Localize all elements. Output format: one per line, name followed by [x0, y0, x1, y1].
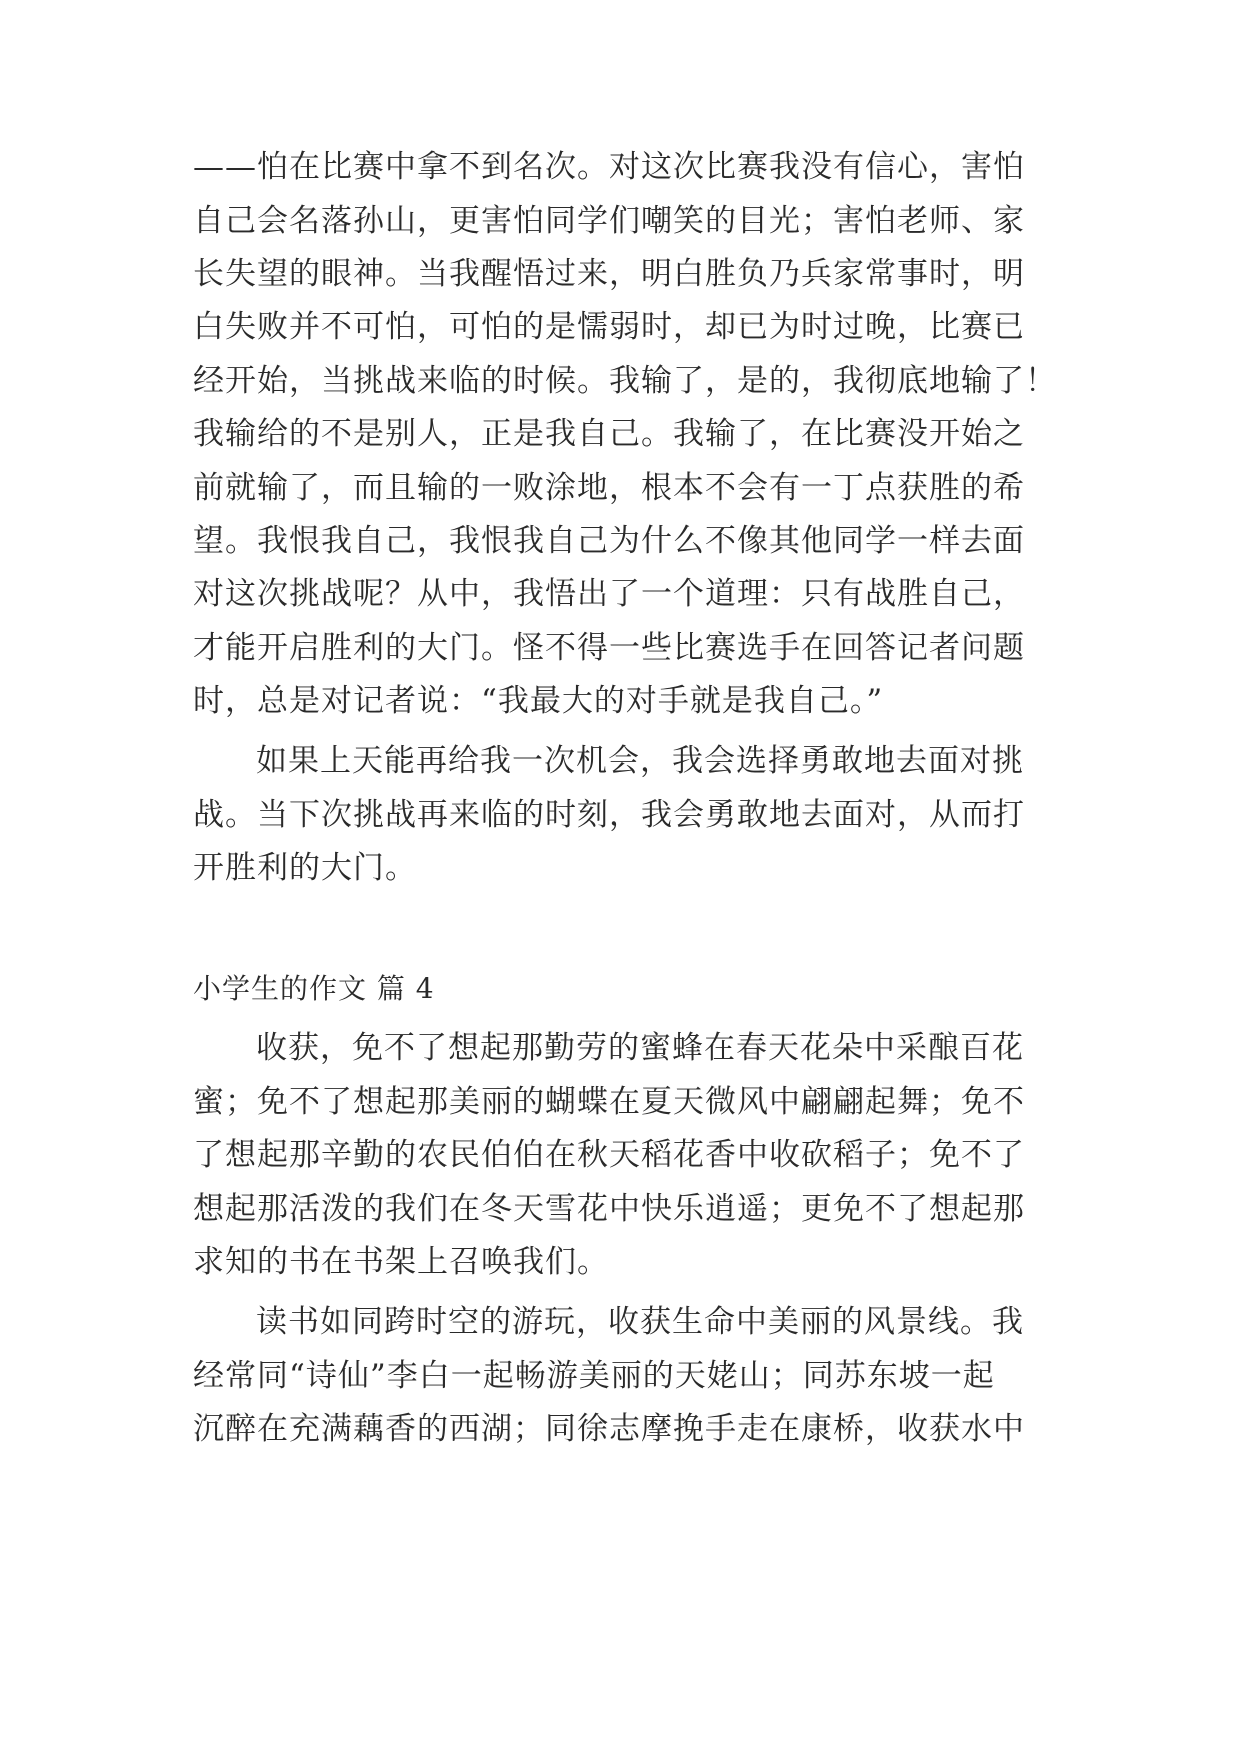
text-line: 时，总是对记者说：“我最大的对手就是我自己。”	[193, 683, 884, 719]
text-line: 经开始，当挑战来临的时候。我输了，是的，我彻底地输了！	[193, 363, 1057, 399]
text-line: 沉醉在充满藕香的西湖；同徐志摩挽手走在康桥，收获水中	[193, 1411, 1025, 1447]
text-line: 求知的书在书架上召唤我们。	[193, 1244, 609, 1280]
text-line: 对这次挑战呢？从中，我悟出了一个道理：只有战胜自己，	[193, 576, 1025, 612]
text-line: ——怕在比赛中拿不到名次。对这次比赛我没有信心，害怕	[193, 149, 1025, 185]
text-line: 才能开启胜利的大门。怪不得一些比赛选手在回答记者问题	[193, 630, 1025, 666]
text-line: 蜜；免不了想起那美丽的蝴蝶在夏天微风中翩翩起舞；免不	[193, 1084, 1025, 1120]
text-line: 经常同“诗仙”李白一起畅游美丽的天姥山；同苏东坡一起	[193, 1358, 995, 1394]
text-line: 想起那活泼的我们在冬天雪花中快乐逍遥；更免不了想起那	[193, 1191, 1025, 1227]
text-line: 长失望的眼神。当我醒悟过来，明白胜负乃兵家常事时，明	[193, 256, 1025, 292]
text-line: 读书如同跨时空的游玩，收获生命中美丽的风景线。我	[256, 1304, 1024, 1340]
text-line: 白失败并不可怕，可怕的是懦弱时，却已为时过晚，比赛已	[193, 309, 1025, 345]
text-line: 开胜利的大门。	[193, 850, 417, 886]
text-line: 如果上天能再给我一次机会，我会选择勇敢地去面对挑	[256, 743, 1024, 779]
text-line: 我输给的不是别人，正是我自己。我输了，在比赛没开始之	[193, 416, 1025, 452]
text-line: 了想起那辛勤的农民伯伯在秋天稻花香中收砍稻子；免不了	[193, 1137, 1025, 1173]
text-line: 望。我恨我自己，我恨我自己为什么不像其他同学一样去面	[193, 523, 1025, 559]
section-heading: 小学生的作文 篇 4	[193, 972, 435, 1005]
text-line: 自己会名落孙山，更害怕同学们嘲笑的目光；害怕老师、家	[193, 203, 1025, 239]
text-line: 战。当下次挑战再来临的时刻，我会勇敢地去面对，从而打	[193, 797, 1025, 833]
text-line: 收获，免不了想起那勤劳的蜜蜂在春天花朵中采酿百花	[256, 1030, 1024, 1066]
text-line: 前就输了，而且输的一败涂地，根本不会有一丁点获胜的希	[193, 470, 1025, 506]
